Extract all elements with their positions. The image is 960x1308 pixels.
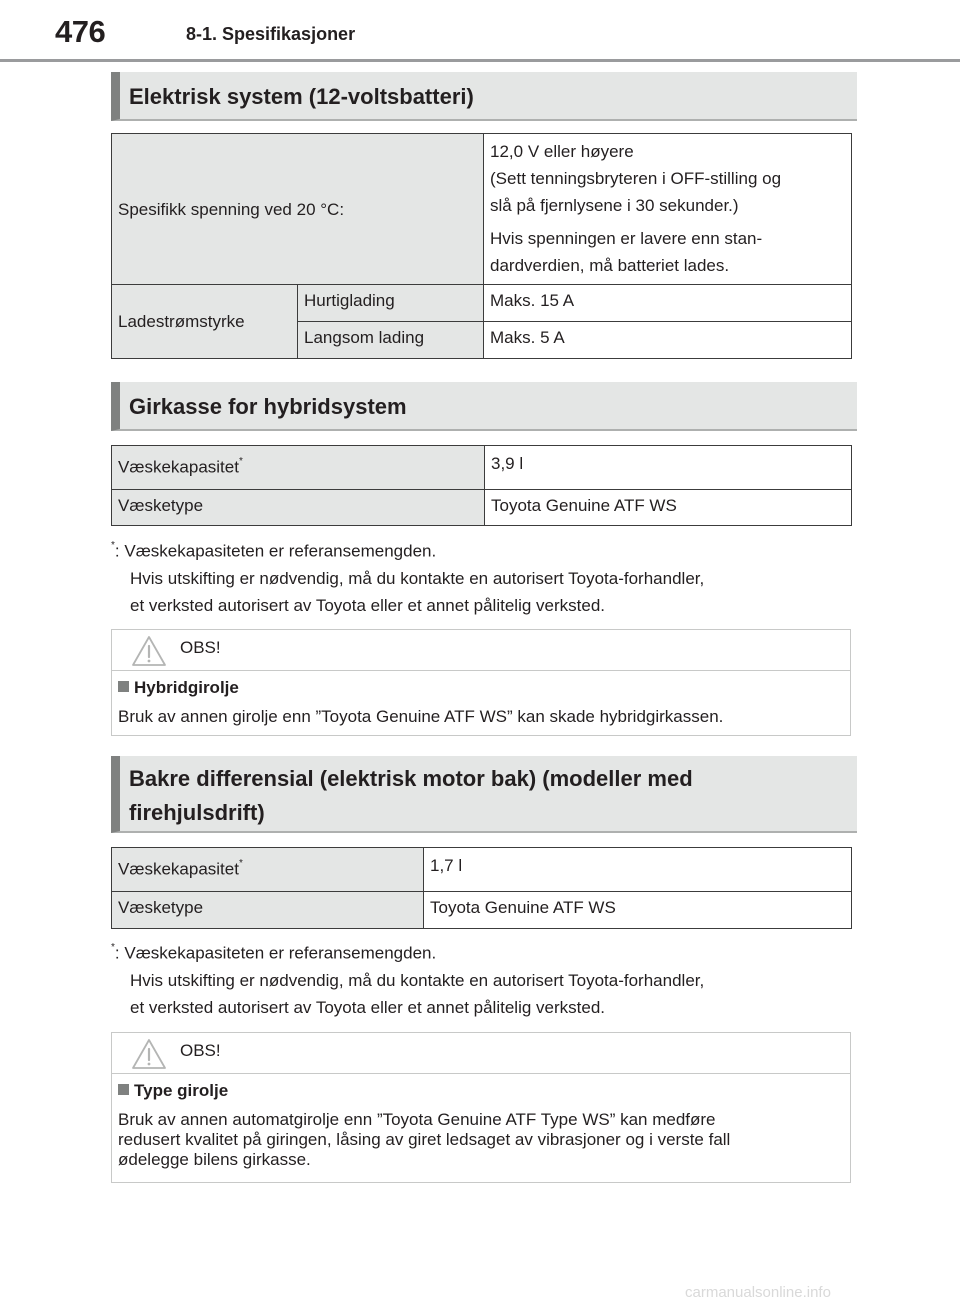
voltage-value-line: (Sett tenningsbryteren i OFF-stilling og xyxy=(490,169,782,188)
section-heading-text: Girkasse for hybridsystem xyxy=(129,394,407,419)
caution-body xyxy=(112,671,850,733)
fluid-capacity-label xyxy=(112,446,485,490)
fast-charge-label: Hurtiglading xyxy=(298,285,484,322)
footnote-line: Hvis utskifting er nødvendig, må du kontakte en autorisert Toyota-forhandler, xyxy=(130,568,705,588)
fluid-capacity-value: 3,9 l xyxy=(485,446,852,490)
fluid-capacity-label xyxy=(112,848,424,892)
caution-header xyxy=(112,1033,850,1074)
section-heading-rear-differential xyxy=(111,756,857,833)
caution-box xyxy=(111,1032,851,1183)
footnote-line: et verksted autorisert av Toyota eller et annet pålitelig verksted. xyxy=(130,595,605,615)
fluid-capacity-value: 1,7 l xyxy=(424,848,852,892)
section-heading-text: Elektrisk system (12-voltsbatteri) xyxy=(129,84,474,109)
caution-body xyxy=(112,1074,850,1176)
voltage-value-line: dardverdien, må batteriet lades. xyxy=(490,256,730,275)
footnote-mark: * xyxy=(111,540,115,551)
caution-text-line: ødelegge bilens girkasse. xyxy=(118,1150,311,1169)
section-heading-transmission xyxy=(111,382,857,431)
caution-subheading-text: Hybridgirolje xyxy=(134,678,239,697)
voltage-value-line: 12,0 V eller høyere xyxy=(490,142,634,161)
footnote xyxy=(111,534,704,619)
footnote-text: : Væskekapasiteten er referansemengden. xyxy=(114,541,437,561)
slow-charge-label: Langsom lading xyxy=(298,322,484,359)
fluid-capacity-label-text: Væskekapasitet xyxy=(118,859,239,879)
caution-text: Bruk av annen girolje enn ”Toyota Genuine ATF WS” kan skade hybridgirkassen. xyxy=(118,707,724,726)
bullet-square-icon xyxy=(118,1084,129,1095)
fluid-type-label: Væsketype xyxy=(112,490,485,526)
differential-spec-table xyxy=(111,847,852,929)
slow-charge-value: Maks. 5 A xyxy=(484,322,852,359)
caution-header xyxy=(112,630,850,671)
caution-title: OBS! xyxy=(180,1041,221,1060)
caution-box xyxy=(111,629,851,736)
fluid-type-value: Toyota Genuine ATF WS xyxy=(424,892,852,929)
voltage-value-line: slå på fjernlysene i 30 sekunder.) xyxy=(490,196,739,215)
watermark: carmanualsonline.info xyxy=(685,1284,831,1301)
caution-text xyxy=(118,1110,850,1170)
footnote-text: : Væskekapasiteten er referansemengden. xyxy=(114,943,437,963)
fluid-type-value: Toyota Genuine ATF WS xyxy=(485,490,852,526)
header-divider xyxy=(0,59,960,62)
footnote-mark: * xyxy=(238,456,243,467)
section-heading-electrical xyxy=(111,72,857,121)
footnote-mark: * xyxy=(238,858,243,869)
electrical-spec-table xyxy=(111,133,852,359)
footnote-line xyxy=(111,534,704,565)
page-number: 476 xyxy=(55,14,106,49)
caution-subheading-text: Type girolje xyxy=(134,1081,229,1100)
voltage-value-line: Hvis spenningen er lavere enn stan- xyxy=(490,229,763,248)
fluid-capacity-label-text: Væskekapasitet xyxy=(118,457,239,477)
caution-text-line: redusert kvalitet på giringen, låsing av giret ledsaget av vibrasjoner og i verste fall xyxy=(118,1130,731,1149)
transmission-spec-table xyxy=(111,445,852,526)
footnote-line xyxy=(111,936,704,967)
fast-charge-value: Maks. 15 A xyxy=(484,285,852,322)
voltage-label: Spesifikk spenning ved 20 °C: xyxy=(112,134,484,285)
footnote-mark: * xyxy=(111,942,115,953)
fluid-type-label: Væsketype xyxy=(112,892,424,929)
section-heading-text: firehjulsdrift) xyxy=(129,800,265,825)
chapter-title: 8-1. Spesifikasjoner xyxy=(186,24,356,44)
warning-icon xyxy=(131,635,167,667)
bullet-square-icon xyxy=(118,681,129,692)
section-heading-text: Bakre differensial (elektrisk motor bak) (modeller med xyxy=(129,766,693,791)
footnote-line: Hvis utskifting er nødvendig, må du kontakte en autorisert Toyota-forhandler, xyxy=(130,970,705,990)
voltage-value xyxy=(484,134,852,285)
charge-current-label: Ladestrømstyrke xyxy=(112,285,298,359)
caution-title: OBS! xyxy=(180,638,221,657)
caution-subheading xyxy=(118,675,850,701)
warning-icon xyxy=(131,1038,167,1070)
footnote-line: et verksted autorisert av Toyota eller et annet pålitelig verksted. xyxy=(130,997,605,1017)
footnote xyxy=(111,936,704,1021)
caution-subheading xyxy=(118,1078,850,1104)
caution-text-line: Bruk av annen automatgirolje enn ”Toyota Genuine ATF Type WS” kan medføre xyxy=(118,1110,716,1129)
